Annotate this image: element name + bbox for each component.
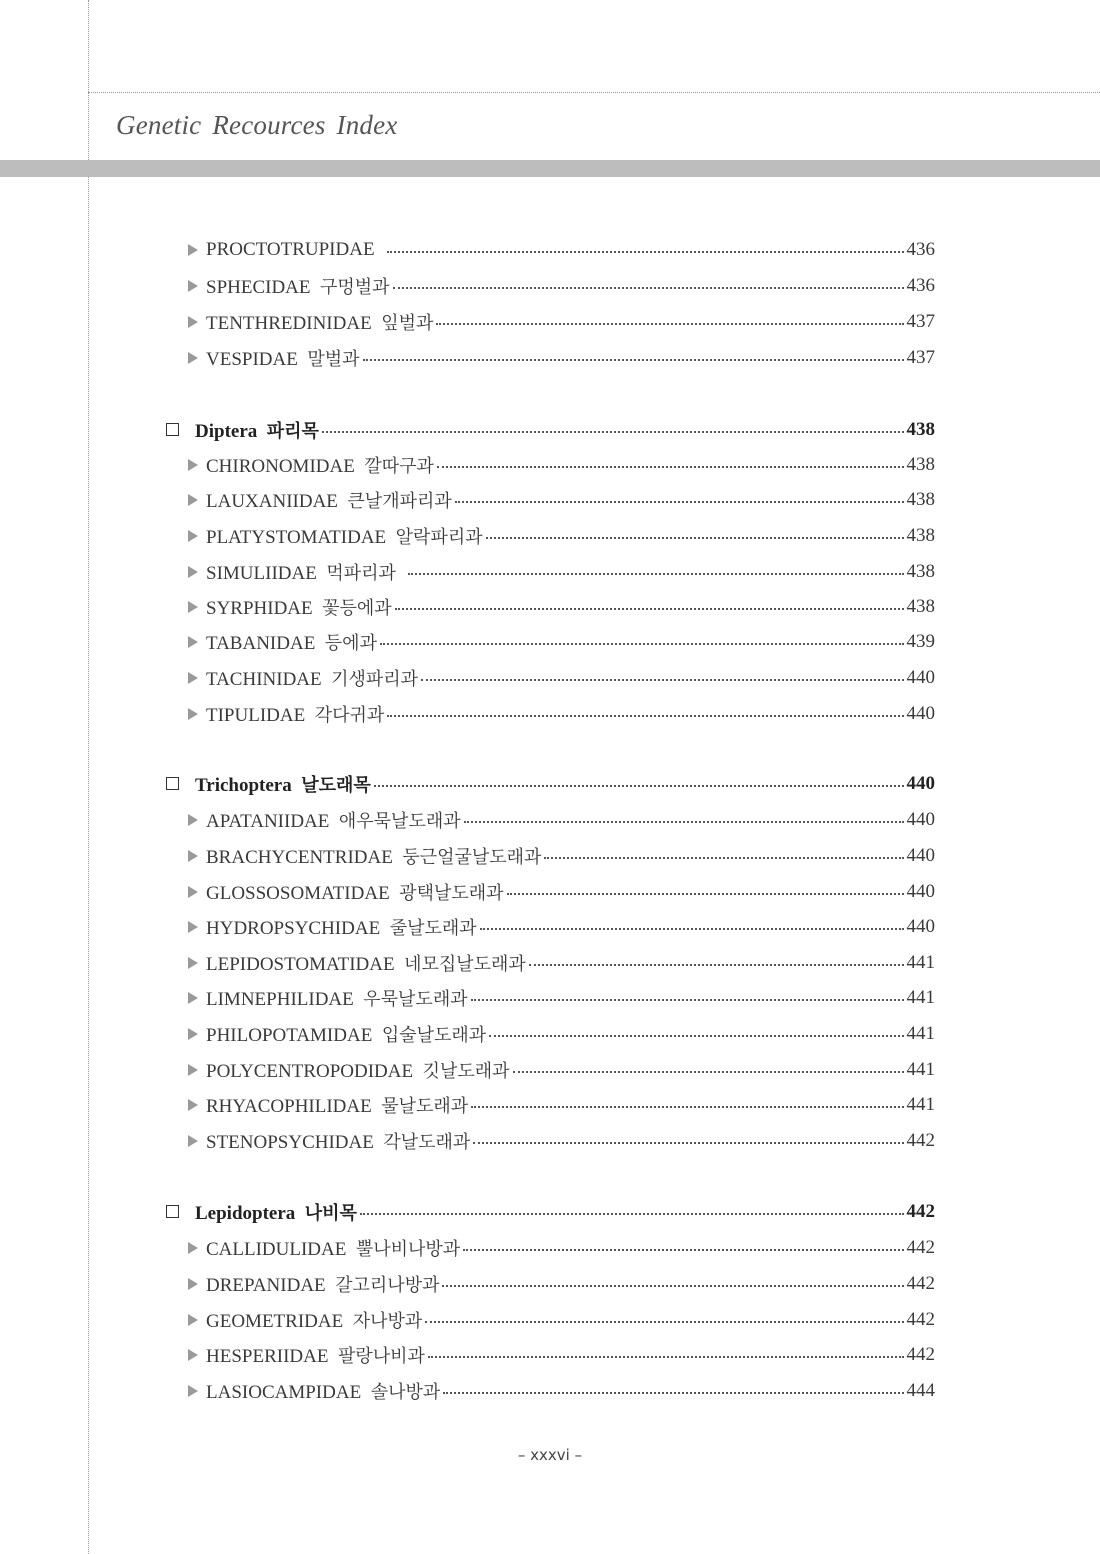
dot-leader <box>442 1285 903 1287</box>
dot-leader <box>387 251 903 253</box>
latin-name: PHILOPOTAMIDAE <box>206 1025 373 1046</box>
dot-leader <box>437 466 904 468</box>
latin-name: GLOSSOSOMATIDAE <box>206 883 390 904</box>
latin-name: STENOPSYCHIDAE <box>206 1132 374 1153</box>
toc-entry-label <box>206 559 405 585</box>
triangle-bullet-icon <box>188 244 198 256</box>
page-number: 437 <box>906 347 935 368</box>
korean-name: 뿔나비나방과 <box>355 1239 461 1260</box>
triangle-bullet-icon <box>188 957 198 969</box>
dot-leader <box>363 359 904 361</box>
toc-entry[interactable] <box>188 1302 935 1338</box>
dot-leader <box>393 287 904 289</box>
korean-name: 등에과 <box>324 633 377 654</box>
toc-entry[interactable] <box>188 589 935 625</box>
running-header-title <box>116 110 397 141</box>
triangle-bullet-icon <box>188 850 198 862</box>
latin-name: POLYCENTROPODIDAE <box>206 1061 414 1082</box>
section-korean-name: 날도래목 <box>301 775 371 796</box>
toc-entry-label <box>206 452 434 478</box>
latin-name: VESPIDAE <box>206 349 298 370</box>
toc-entry[interactable] <box>188 838 935 874</box>
latin-name: LEPIDOSTOMATIDAE <box>206 954 395 975</box>
korean-name: 솔나방과 <box>370 1382 441 1403</box>
triangle-bullet-icon <box>188 886 198 898</box>
toc-entry[interactable] <box>188 980 935 1016</box>
toc-entry[interactable] <box>188 304 935 340</box>
header-word-1: Genetic <box>116 110 202 140</box>
korean-name: 둥근얼굴날도래과 <box>402 847 542 868</box>
triangle-bullet-icon <box>188 1314 198 1326</box>
triangle-bullet-icon <box>188 992 198 1004</box>
korean-name: 물날도래과 <box>381 1096 469 1117</box>
triangle-bullet-icon <box>188 814 198 826</box>
top-dotted-rule <box>88 92 1100 93</box>
latin-name: RHYACOPHILIDAE <box>206 1096 372 1117</box>
header-gray-bar <box>0 160 1100 177</box>
toc-entry-label <box>206 1092 468 1118</box>
latin-name: CALLIDULIDAE <box>206 1239 347 1260</box>
triangle-bullet-icon <box>188 1349 198 1361</box>
triangle-bullet-icon <box>188 1028 198 1040</box>
page-number: 442 <box>906 1344 935 1365</box>
page-number: 438 <box>906 454 935 475</box>
triangle-bullet-icon <box>188 1064 198 1076</box>
dot-leader <box>425 1321 903 1323</box>
page-number: 438 <box>906 419 935 440</box>
triangle-bullet-icon <box>188 1385 198 1397</box>
toc-section-lepidoptera[interactable] <box>166 1194 935 1230</box>
triangle-bullet-icon <box>188 1099 198 1111</box>
korean-name: 구멍벌과 <box>320 277 390 298</box>
toc-section-trichoptera[interactable] <box>166 766 935 802</box>
section-korean-name: 파리목 <box>266 421 319 442</box>
toc-section-label <box>195 771 371 797</box>
dot-leader <box>374 785 904 787</box>
dot-leader <box>455 501 904 503</box>
dot-leader <box>507 893 904 895</box>
triangle-bullet-icon <box>188 672 198 684</box>
korean-name: 잎벌과 <box>381 313 434 334</box>
triangle-bullet-icon <box>188 708 198 720</box>
page-number: 438 <box>906 596 935 617</box>
toc-entry-label <box>206 594 392 620</box>
korean-name: 큰날개파리과 <box>347 491 452 512</box>
page-number: 442 <box>906 1309 935 1330</box>
page-number: 440 <box>906 916 935 937</box>
korean-name: 입술날도래과 <box>381 1025 487 1046</box>
dot-leader <box>471 1106 903 1108</box>
toc-entry-label <box>206 1307 422 1333</box>
dot-leader <box>473 1142 903 1144</box>
dot-leader <box>322 431 904 433</box>
triangle-bullet-icon <box>188 1242 198 1254</box>
section-latin-name: Lepidoptera <box>195 1203 296 1224</box>
toc-entry[interactable] <box>188 340 935 376</box>
dot-leader <box>443 1392 903 1394</box>
korean-name: 각다귀과 <box>314 705 385 726</box>
triangle-bullet-icon <box>188 636 198 648</box>
page-number: 441 <box>906 1059 935 1080</box>
toc-entry[interactable] <box>188 554 935 590</box>
page-number: 444 <box>906 1380 935 1401</box>
toc-entry-label <box>206 487 452 513</box>
page-number: 436 <box>906 275 935 296</box>
korean-name: 먹파리과 <box>326 563 396 584</box>
toc-entry[interactable] <box>188 660 935 696</box>
toc-entry-label <box>206 1235 460 1261</box>
page-number: 442 <box>906 1273 935 1294</box>
triangle-bullet-icon <box>188 601 198 613</box>
section-korean-name: 나비목 <box>304 1203 357 1224</box>
page-footer-number: – xxxvi – <box>517 1446 583 1464</box>
page-number: 438 <box>906 489 935 510</box>
toc-entry[interactable] <box>188 624 935 660</box>
toc-entry-label <box>206 523 483 549</box>
dot-leader <box>471 999 904 1001</box>
latin-name: HESPERIIDAE <box>206 1346 329 1367</box>
dot-leader <box>380 643 904 645</box>
page-number: 441 <box>906 987 935 1008</box>
page-number: 441 <box>906 952 935 973</box>
korean-name: 각날도래과 <box>383 1132 471 1153</box>
latin-name: TIPULIDAE <box>206 705 306 726</box>
checkbox-square-icon <box>166 777 179 790</box>
toc-entry[interactable] <box>188 802 935 838</box>
toc-entry-label <box>206 665 418 691</box>
triangle-bullet-icon <box>188 1135 198 1147</box>
dot-leader <box>464 821 904 823</box>
korean-name: 말벌과 <box>307 349 360 370</box>
page-number: 438 <box>906 525 935 546</box>
toc-entry-label <box>206 1128 470 1154</box>
page-number: 441 <box>906 1094 935 1115</box>
toc-section-label <box>195 417 319 443</box>
page-number: 440 <box>906 881 935 902</box>
latin-name: BRACHYCENTRIDAE <box>206 847 393 868</box>
korean-name: 줄날도래과 <box>389 918 477 939</box>
page-number: 440 <box>906 667 935 688</box>
toc-entry[interactable] <box>188 1230 935 1266</box>
korean-name: 우묵날도래과 <box>363 989 468 1010</box>
toc-entry-label <box>206 273 390 299</box>
latin-name: GEOMETRIDAE <box>206 1311 344 1332</box>
dot-leader <box>360 1213 904 1215</box>
page-number: 442 <box>906 1237 935 1258</box>
section-latin-name: Diptera <box>195 421 258 442</box>
korean-name: 깃날도래과 <box>422 1061 510 1082</box>
latin-name: TENTHREDINIDAE <box>206 313 372 334</box>
toc-entry-label <box>206 629 377 655</box>
toc-entry[interactable] <box>188 1052 935 1088</box>
left-margin-dotted-line <box>88 0 89 1554</box>
toc-entry[interactable] <box>188 1123 935 1159</box>
triangle-bullet-icon <box>188 494 198 506</box>
korean-name: 애우묵날도래과 <box>338 811 461 832</box>
toc-entry-label <box>206 807 461 833</box>
toc-entry-label <box>206 309 433 335</box>
toc-entry[interactable] <box>188 874 935 910</box>
toc-entry[interactable] <box>188 447 935 483</box>
toc-entry-label <box>206 1342 425 1368</box>
latin-name: DREPANIDAE <box>206 1275 326 1296</box>
page-number: 442 <box>906 1130 935 1151</box>
page-number: 436 <box>906 239 935 260</box>
toc-entry[interactable] <box>188 518 935 554</box>
triangle-bullet-icon <box>188 1278 198 1290</box>
header-word-3: Index <box>336 110 398 140</box>
latin-name: SYRPHIDAE <box>206 598 313 619</box>
triangle-bullet-icon <box>188 459 198 471</box>
toc-entry-label <box>206 701 384 727</box>
toc-entry-label <box>206 239 384 261</box>
dot-leader <box>489 1035 903 1037</box>
dot-leader <box>387 715 903 717</box>
triangle-bullet-icon <box>188 566 198 578</box>
latin-name: SIMULIIDAE <box>206 563 317 584</box>
toc-section-diptera[interactable] <box>166 412 935 448</box>
toc-entry[interactable] <box>188 696 935 732</box>
korean-name: 자나방과 <box>352 1311 423 1332</box>
triangle-bullet-icon <box>188 530 198 542</box>
toc-entry[interactable] <box>188 232 935 268</box>
page-number: 442 <box>906 1201 935 1222</box>
toc-entry-label <box>206 950 526 976</box>
dot-leader <box>421 679 903 681</box>
page-number: 440 <box>906 809 935 830</box>
page-number: 439 <box>906 631 935 652</box>
latin-name: PLATYSTOMATIDAE <box>206 527 387 548</box>
toc-entry-label <box>206 879 504 905</box>
toc-entry-label <box>206 1378 440 1404</box>
header-word-2: Recources <box>212 110 326 140</box>
dot-leader <box>463 1249 903 1251</box>
latin-name: TACHINIDAE <box>206 669 322 690</box>
triangle-bullet-icon <box>188 921 198 933</box>
korean-name: 광택날도래과 <box>399 883 504 904</box>
page-number: 440 <box>906 845 935 866</box>
toc-entry[interactable] <box>188 1087 935 1123</box>
toc-entry-label <box>206 1271 439 1297</box>
latin-name: LAUXANIIDAE <box>206 491 338 512</box>
dot-leader <box>544 857 903 859</box>
latin-name: CHIRONOMIDAE <box>206 456 355 477</box>
page-number: 437 <box>906 311 935 332</box>
toc-section-label <box>195 1199 357 1225</box>
checkbox-square-icon <box>166 1205 179 1218</box>
korean-name: 깔따구과 <box>364 456 434 477</box>
checkbox-square-icon <box>166 423 179 436</box>
latin-name: TABANIDAE <box>206 633 316 654</box>
latin-name: APATANIIDAE <box>206 811 330 832</box>
dot-leader <box>486 537 904 539</box>
dot-leader <box>513 1071 904 1073</box>
triangle-bullet-icon <box>188 352 198 364</box>
toc-entry[interactable] <box>188 1266 935 1302</box>
korean-name: 알락파리과 <box>395 527 483 548</box>
page-number: 440 <box>906 773 935 794</box>
dot-leader <box>395 608 904 610</box>
dot-leader <box>408 573 903 575</box>
toc-entry-label <box>206 345 360 371</box>
korean-name: 기생파리과 <box>331 669 419 690</box>
latin-name: HYDROPSYCHIDAE <box>206 918 381 939</box>
triangle-bullet-icon <box>188 316 198 328</box>
toc-entry[interactable] <box>188 945 935 981</box>
toc-entry[interactable] <box>188 1373 935 1409</box>
korean-name: 팔랑나비과 <box>337 1346 425 1367</box>
korean-name: 네모집날도래과 <box>404 954 526 975</box>
section-latin-name: Trichoptera <box>195 775 292 796</box>
toc-entry[interactable] <box>188 268 935 304</box>
page-number: 440 <box>906 703 935 724</box>
dot-leader <box>436 323 903 325</box>
latin-name: SPHECIDAE <box>206 277 311 298</box>
toc-entry[interactable] <box>188 1016 935 1052</box>
toc-entry-label <box>206 914 477 940</box>
dot-leader <box>428 1356 904 1358</box>
toc-entry-label <box>206 985 468 1011</box>
korean-name: 꽃등에과 <box>322 598 392 619</box>
toc-entry[interactable] <box>188 909 935 945</box>
latin-name: LIMNEPHILIDAE <box>206 989 354 1010</box>
dot-leader <box>480 928 904 930</box>
toc-entry-label <box>206 1057 510 1083</box>
toc-entry-label <box>206 843 541 869</box>
triangle-bullet-icon <box>188 280 198 292</box>
korean-name: 갈고리나방과 <box>335 1275 440 1296</box>
page-number: 438 <box>906 561 935 582</box>
latin-name: PROCTOTRUPIDAE <box>206 239 375 260</box>
toc-entry[interactable] <box>188 482 935 518</box>
toc-entry[interactable] <box>188 1337 935 1373</box>
latin-name: LASIOCAMPIDAE <box>206 1382 362 1403</box>
page-number: 441 <box>906 1023 935 1044</box>
toc-entry-label <box>206 1021 486 1047</box>
dot-leader <box>529 964 904 966</box>
